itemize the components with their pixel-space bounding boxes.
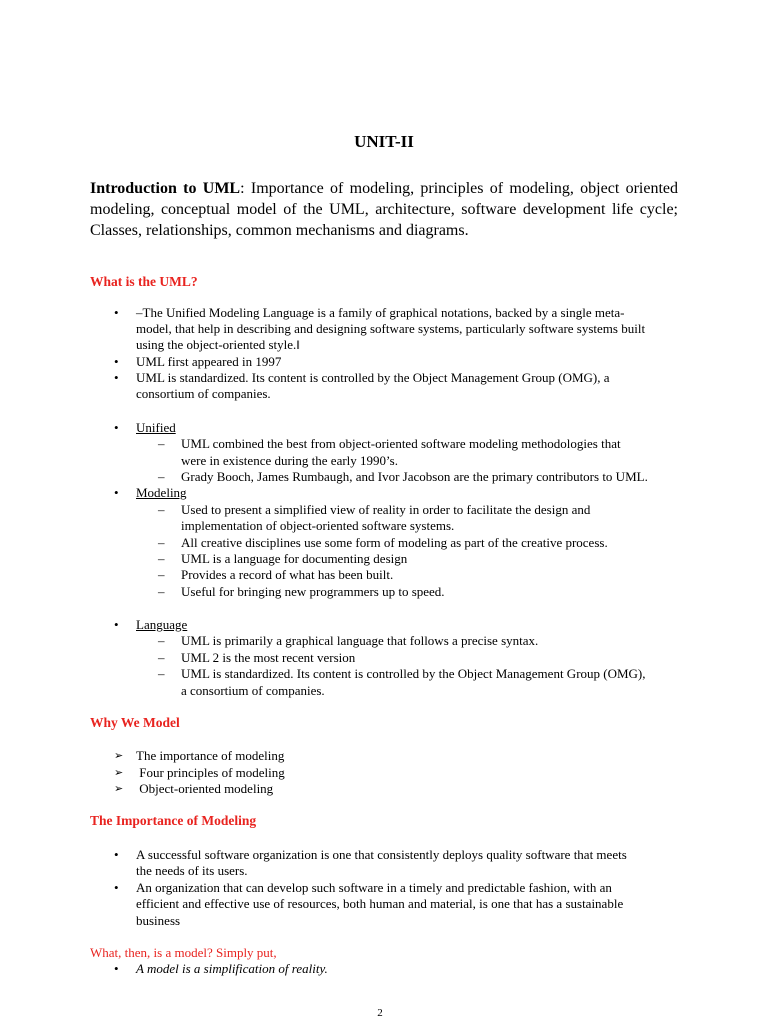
language-item-3-line-1: UML is standardized. Its content is controlled by the Object Management Group (OMG), — [181, 666, 646, 681]
why-item-2: Four principles of modeling — [136, 765, 285, 780]
unified-item-1-line-1: UML combined the best from object-oriented software modeling methodologies that — [181, 436, 621, 451]
dash-marker: – — [158, 469, 165, 484]
arrow-bullet-icon: ➢ — [114, 783, 124, 795]
dash-marker: – — [158, 436, 165, 451]
dash-marker: – — [158, 650, 165, 665]
importance-bullet-1-line-1: A successful software organization is one that consistently deploys quality software that meets — [136, 847, 627, 862]
bullet-marker: • — [114, 354, 119, 369]
unified-item-1-line-2: were in existence during the early 1990’s. — [181, 453, 398, 468]
bullet-marker: • — [114, 617, 119, 632]
modeling-item-3: UML is a language for documenting design — [181, 551, 408, 566]
uml-bullet-1-line-3: using the object-oriented style.‖ — [136, 337, 300, 352]
dash-marker: – — [158, 567, 165, 582]
language-label: Language — [136, 617, 188, 632]
bullet-marker: • — [114, 420, 119, 435]
dash-marker: – — [158, 535, 165, 550]
intro-paragraph — [90, 178, 678, 241]
intro-label: Introduction to UML — [90, 180, 241, 197]
dash-marker: – — [158, 633, 165, 648]
modeling-item-4: Provides a record of what has been built. — [181, 567, 394, 582]
unit-title: UNIT-II — [354, 132, 414, 151]
modeling-item-1-line-1: Used to present a simplified view of reality in order to facilitate the design and — [181, 502, 591, 517]
bullet-marker: • — [114, 847, 119, 862]
page-number: 2 — [377, 1007, 383, 1019]
why-item-3: Object-oriented modeling — [136, 781, 274, 796]
modeling-label: Modeling — [136, 485, 187, 500]
uml-bullet-1-line-2: model, that help in describing and designing software systems, particularly software systems built — [136, 321, 646, 336]
importance-bullet-2-line-2: efficient and effective use of resources, both human and material, is one that has a sustainable — [136, 896, 624, 911]
arrow-bullet-icon: ➢ — [114, 767, 124, 779]
importance-bullet-2-line-1: An organization that can develop such software in a timely and predictable fashion, with an — [136, 880, 612, 895]
uml-bullet-3-line-2: consortium of companies. — [136, 386, 271, 401]
bullet-marker: • — [114, 485, 119, 500]
modeling-item-2: All creative disciplines use some form of modeling as part of the creative process. — [181, 535, 608, 550]
model-answer: A model is a simplification of reality. — [136, 961, 328, 976]
dash-marker: – — [158, 502, 165, 517]
intro-text: : Importance of modeling, principles of modeling, object oriented modeling, conceptual model of the UML, architecture, software development life cycle; Classes, relationships, common mechanisms and diagrams. — [90, 180, 678, 239]
uml-bullet-3-line-1: UML is standardized. Its content is controlled by the Object Management Group (OMG), a — [136, 370, 610, 385]
bullet-marker: • — [114, 961, 119, 976]
bullet-marker: • — [114, 880, 119, 895]
importance-bullet-2-line-3: business — [136, 913, 181, 928]
uml-bullet-1-line-1: –The Unified Modeling Language is a family of graphical notations, backed by a single meta- — [136, 305, 625, 320]
modeling-item-5: Useful for bringing new programmers up to speed. — [181, 584, 445, 599]
unified-item-2: Grady Booch, James Rumbaugh, and Ivor Jacobson are the primary contributors to UML. — [181, 469, 648, 484]
section-heading-importance: The Importance of Modeling — [90, 813, 257, 828]
importance-bullet-1-line-2: the needs of its users. — [136, 863, 248, 878]
language-item-1: UML is primarily a graphical language that follows a precise syntax. — [181, 633, 539, 648]
section-heading-why-we-model: Why We Model — [90, 715, 180, 730]
bullet-marker: • — [114, 305, 119, 320]
unified-label: Unified — [136, 420, 176, 435]
bullet-marker: • — [114, 370, 119, 385]
language-item-2: UML 2 is the most recent version — [181, 650, 356, 665]
uml-bullet-2: UML first appeared in 1997 — [136, 354, 282, 369]
model-question: What, then, is a model? Simply put, — [90, 945, 277, 960]
dash-marker: – — [158, 551, 165, 566]
section-heading-what-is-uml: What is the UML? — [90, 274, 198, 289]
dash-marker: – — [158, 666, 165, 681]
arrow-bullet-icon: ➢ — [114, 750, 124, 762]
modeling-item-1-line-2: implementation of object-oriented software systems. — [181, 518, 455, 533]
why-item-1: The importance of modeling — [136, 748, 285, 763]
dash-marker: – — [158, 584, 165, 599]
language-item-3-line-2: a consortium of companies. — [181, 683, 325, 698]
